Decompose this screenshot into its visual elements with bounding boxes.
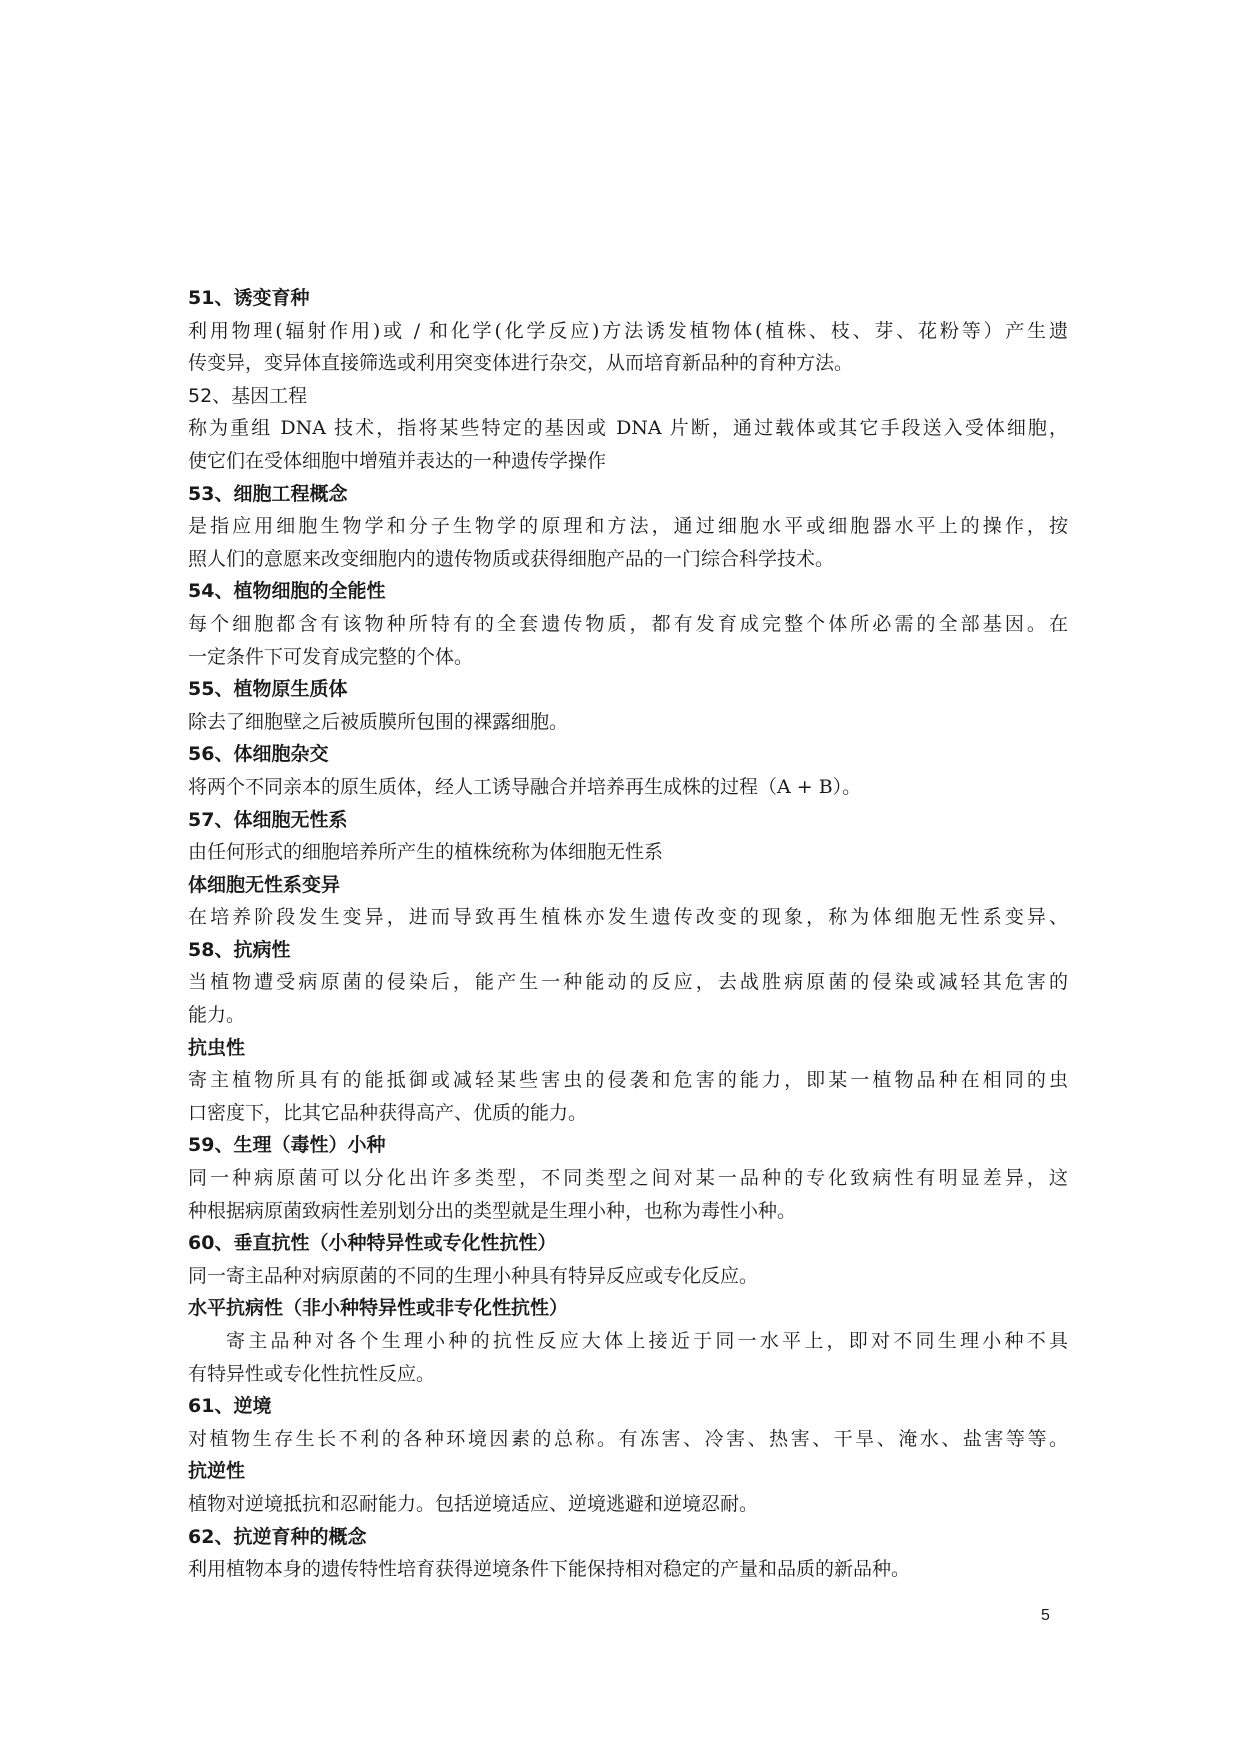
section-heading-59: 59、生理（毒性）小种: [188, 1134, 386, 1157]
body-text-line: 有特异性或专化性抗性反应。: [188, 1362, 436, 1385]
body-text-line: 一定条件下可发育成完整的个体。: [188, 645, 474, 668]
section-heading-57: 57、体细胞无性系: [188, 808, 348, 831]
body-text-line: 在培养阶段发生变异，进而导致再生植株亦发生遗传改变的现象，称为体细胞无性系变异、: [188, 906, 1068, 929]
body-text-line: 除去了细胞壁之后被质膜所包围的裸露细胞。: [188, 710, 569, 733]
body-text-line: 每个细胞都含有该物种所特有的全套遗传物质，都有发育成完整个体所必需的全部基因。在: [188, 612, 1068, 635]
subheading-insect-resistance: 抗虫性: [188, 1036, 246, 1059]
body-text-line: 寄主品种对各个生理小种的抗性反应大体上接近于同一水平上，即对不同生理小种不具: [226, 1330, 1068, 1352]
body-text-line: 使它们在受体细胞中增殖并表达的一种遗传学操作: [188, 449, 607, 472]
section-heading-60: 60、垂直抗性（小种特异性或专化性抗性）: [188, 1232, 557, 1255]
body-text-line: 同一种病原菌可以分化出许多类型，不同类型之间对某一品种的专化致病性有明显差异，这: [188, 1167, 1068, 1190]
body-text-line: 传变异，变异体直接筛选或利用突变体进行杂交，从而培育新品种的育种方法。: [188, 352, 854, 375]
body-text-line: 植物对逆境抵抗和忍耐能力。包括逆境适应、逆境逃避和逆境忍耐。: [188, 1492, 759, 1515]
subheading-horizontal-resistance: 水平抗病性（非小种特异性或非专化性抗性）: [188, 1297, 569, 1320]
section-heading-51: 51、诱变育种: [188, 287, 310, 309]
body-text-line: 能力。: [188, 1004, 246, 1027]
section-heading-54: 54、植物细胞的全能性: [188, 580, 386, 603]
body-text-line: 由任何形式的细胞培养所产生的植株统称为体细胞无性系: [188, 841, 664, 864]
body-text-line: 利用植物本身的遗传特性培育获得逆境条件下能保持相对稳定的产量和品质的新品种。: [188, 1558, 911, 1581]
body-text-line: 口密度下，比其它品种获得高产、优质的能力。: [188, 1101, 588, 1124]
section-heading-62: 62、抗逆育种的概念: [188, 1525, 367, 1548]
section-heading-52: 52、基因工程: [188, 384, 308, 407]
body-text-line: 同一寄主品种对病原菌的不同的生理小种具有特异反应或专化反应。: [188, 1264, 759, 1287]
section-heading-58: 58、抗病性: [188, 938, 291, 961]
body-text-line: 当植物遭受病原菌的侵染后，能产生一种能动的反应，去战胜病原菌的侵染或减轻其危害的: [188, 971, 1068, 994]
body-text-line: 将两个不同亲本的原生质体，经人工诱导融合并培养再生成株的过程（A + B）。: [188, 775, 862, 798]
body-text-line: 称为重组 DNA 技术，指将某些特定的基因或 DNA 片断，通过载体或其它手段送入受体细胞，: [188, 417, 1068, 440]
page-content: [188, 282, 1068, 1586]
subheading-stress-resistance: 抗逆性: [188, 1460, 246, 1483]
page-number: 5: [1041, 1607, 1050, 1624]
body-text-line: 利用物理(辐射作用)或 / 和化学(化学反应)方法诱发植物体(植株、枝、芽、花粉等）产生遗: [188, 319, 1068, 342]
body-text-line: 寄主植物所具有的能抵御或减轻某些害虫的侵袭和危害的能力，即某一植物品种在相同的虫: [188, 1069, 1068, 1092]
section-heading-53: 53、细胞工程概念: [188, 482, 348, 505]
section-heading-55: 55、植物原生质体: [188, 678, 348, 701]
body-text-line: 是指应用细胞生物学和分子生物学的原理和方法，通过细胞水平或细胞器水平上的操作，按: [188, 515, 1068, 538]
body-text-line: 对植物生存生长不利的各种环境因素的总称。有冻害、冷害、热害、干旱、淹水、盐害等等。: [188, 1427, 1068, 1450]
section-heading-56: 56、体细胞杂交: [188, 743, 329, 766]
section-heading-61: 61、逆境: [188, 1395, 272, 1418]
body-text-line: 照人们的意愿来改变细胞内的遗传物质或获得细胞产品的一门综合科学技术。: [188, 547, 835, 570]
body-text-line: 种根据病原菌致病性差别划分出的类型就是生理小种，也称为毒性小种。: [188, 1199, 797, 1222]
subheading-somaclonal-variation: 体细胞无性系变异: [188, 873, 341, 896]
